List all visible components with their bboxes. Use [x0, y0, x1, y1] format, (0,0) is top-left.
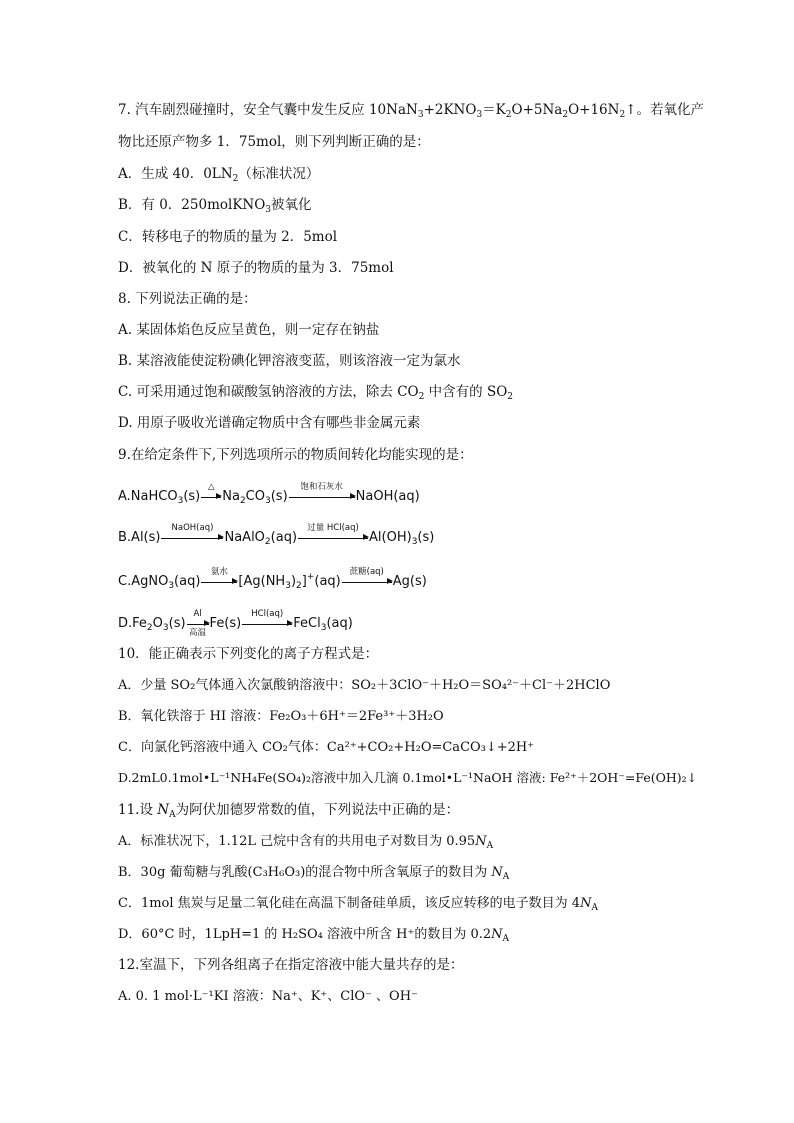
- q7-stem-text: +2KNO: [423, 102, 477, 118]
- q7-stem-text: O+16N: [568, 102, 620, 118]
- arrow-condition: 过量 HCl(aq): [307, 522, 359, 533]
- formula-text: (aq): [314, 574, 341, 589]
- q8-option-b: B. 某溶液能使淀粉碘化钾溶液变蓝，则该溶液一定为氯水: [118, 353, 461, 369]
- option-text: B．30g 葡萄糖与乳酸(C₃H₆O₃)的混合物中所含氧原子的数目为: [118, 865, 492, 880]
- option-text: C. 可采用通过饱和碳酸氢钠溶液的方法，除去 CO: [118, 384, 419, 400]
- q11-stem-text: 为阿伏加德罗常数的值，下列说法中正确的是：: [175, 802, 460, 818]
- formula-text: ): [290, 574, 297, 589]
- na-symbol: N: [491, 927, 503, 942]
- option-text: 被氧化: [271, 197, 312, 213]
- q12-option-a: A. 0. 1 mol·L⁻¹KI 溶液：Na⁺、K⁺、ClO⁻ 、OH⁻: [118, 989, 418, 1004]
- q7-stem-text: 7. 汽车剧烈碰撞时，安全气囊中发生反应 10NaN: [118, 102, 418, 118]
- formula-text: (aq): [174, 574, 201, 589]
- na-symbol: A: [169, 810, 176, 820]
- na-symbol: A: [591, 903, 598, 913]
- q7-option-a: A．生成 40．$0LN_2$（标准状况）: [118, 166, 320, 184]
- arrow-condition: Al: [193, 608, 202, 619]
- reaction-arrow: [201, 481, 221, 498]
- arrow-condition: 蔗糖(aq): [349, 566, 384, 577]
- na-symbol: N: [580, 896, 592, 911]
- q9-stem: 9.在给定条件下,下列选项所示的物质间转化均能实现的是：: [118, 447, 473, 463]
- reaction-arrow: [289, 481, 355, 498]
- formula-text: NaOH(aq): [355, 489, 420, 504]
- q8-option-a: A. 某固体焰色反应呈黄色，则一定存在钠盐: [118, 322, 380, 338]
- formula-text: Na: [222, 489, 240, 504]
- formula-text: (aq): [270, 530, 298, 545]
- reaction-arrow: [161, 522, 223, 539]
- na-symbol: N: [491, 865, 503, 880]
- q9-option-d: $D.Fe_2O_3(s)$ Al 高温 Fe(s) HCl(aq) FeCl$_3$(aq): [118, 608, 353, 638]
- q9-option-b: B.Al(s) NaOH(aq) NaAlO$_2$(aq) 过量 HCl(aq) $Al(OH)_3(s)$: [118, 522, 435, 547]
- arrow-condition: NaOH(aq): [171, 522, 214, 533]
- formula-text: (aq): [326, 616, 353, 631]
- q10-option-c: C．向氯化钙溶液中通入 CO₂气体：Ca²⁺+CO₂+H₂O=CaCO₃↓+2H⁺: [118, 740, 535, 755]
- option-text: C．1mol 焦炭与足量二氧化硅在高温下制备硅单质，该反应转移的电子数目为 4: [118, 896, 581, 911]
- q7-stem-line1: 7. 汽车剧烈碰撞时，安全气囊中发生反应 $10NaN_3+2KNO_3=K_2O+5Na_2O+16N_2↑$。若氧化产: [118, 102, 704, 120]
- formula-text: B.Al(s): [118, 530, 161, 545]
- q9-option-a: A.NaHCO$_3$(s) △ $Na_2CO_3(s)$ 饱和石灰水 NaOH(aq): [118, 481, 420, 506]
- formula-text: D.Fe: [118, 616, 147, 631]
- reaction-arrow: [298, 522, 368, 539]
- na-symbol: A: [502, 934, 510, 944]
- formula-text: (s): [183, 489, 201, 504]
- formula-text: (s): [168, 616, 186, 631]
- formula-text: Al(OH): [369, 530, 412, 545]
- na-symbol: A: [502, 872, 510, 882]
- q11-stem: [118, 804, 459, 820]
- formula-text: FeCl: [293, 616, 321, 631]
- q12-stem: 12.室温下，下列各组离子在指定溶液中能大量共存的是：: [118, 957, 464, 973]
- formula-text: NaAlO: [224, 530, 265, 545]
- option-text: （标准状况）: [238, 166, 320, 182]
- q7-stem-text: ＝K: [482, 102, 506, 118]
- option-text: D．60°C 时，1LpH=1 的 H₂SO₄ 溶液中所含 H⁺的数目为 0.2: [118, 927, 492, 942]
- reaction-arrow: [242, 608, 292, 625]
- formula-text: O: [152, 616, 163, 631]
- option-text: A．生成 40．0LN: [118, 166, 233, 182]
- q9-option-c: C.AgNO$_3$(aq) 氨水 $[Ag(NH_3)_2]^+(aq)$ 蔗糖(aq) Ag(s): [118, 566, 427, 591]
- q11-stem-text: 11.设: [118, 802, 158, 818]
- formula-text: [Ag(NH: [238, 574, 286, 589]
- formula-text: +: [306, 572, 315, 582]
- q11-option-d: [118, 928, 509, 944]
- q8-stem: 8. 下列说法正确的是：: [118, 291, 257, 307]
- q7-option-b: B．有 0．250molKNO$_3$被氧化: [118, 197, 312, 215]
- formula-text: CO: [245, 489, 265, 504]
- reaction-arrow: [342, 566, 392, 583]
- formula-text: Ag(s): [392, 574, 427, 589]
- q7-stem-text: O+5Na: [511, 102, 563, 118]
- formula-text: ]: [301, 574, 307, 589]
- q7-option-d: D．被氧化的 N 原子的物质的量为 3．75mol: [118, 260, 394, 276]
- arrow-condition: 饱和石灰水: [300, 481, 343, 492]
- reaction-arrow: [187, 608, 209, 638]
- q8-option-d: D. 用原子吸收光谱确定物质中含有哪些非金属元素: [118, 415, 421, 431]
- option-text: 中含有的 SO: [424, 384, 508, 400]
- option-text: B．有 0．250molKNO: [118, 197, 266, 213]
- q10-stem: 10．能正确表示下列变化的离子方程式是：: [118, 646, 379, 662]
- q10-option-b: B．氧化铁溶于 HI 溶液：Fe₂O₃＋6H⁺＝2Fe³⁺＋3H₂O: [118, 709, 444, 724]
- q8-option-c: C. 可采用通过饱和碳酸氢钠溶液的方法，除去 $CO_2$ 中含有的 $SO_2$: [118, 384, 513, 402]
- arrow-condition: △: [207, 481, 215, 492]
- formula-text: (s): [417, 530, 435, 545]
- na-symbol: A: [486, 841, 494, 851]
- formula-text: (s): [270, 489, 288, 504]
- reaction-arrow: [201, 566, 237, 583]
- formula-text: A.NaHCO: [118, 489, 178, 504]
- q7-stem-text: ↑。若氧化产: [625, 102, 704, 118]
- q11-option-a: [118, 835, 493, 851]
- na-symbol: N: [475, 834, 487, 849]
- na-symbol: N: [157, 802, 170, 818]
- formula-text: Fe(s): [209, 616, 242, 631]
- q10-option-a: A．少量 SO₂气体通入次氯酸钠溶液中：SO₂＋3ClO⁻＋H₂O＝SO₄²⁻＋Cl⁻＋2HClO: [118, 678, 611, 693]
- option-text: A．标准状况下，1.12L 己烷中含有的共用电子对数目为 0.95: [118, 834, 476, 849]
- q11-option-b: [118, 866, 509, 882]
- q10-option-d: D.2mL0.1mol•L⁻¹NH₄Fe(SO₄)₂溶液中加入几滴 0.1mol•L⁻¹NaOH 溶液: Fe²⁺＋2OH⁻=Fe(OH)₂↓: [118, 770, 698, 785]
- formula-text: C.AgNO: [118, 574, 169, 589]
- arrow-condition: HCl(aq): [251, 608, 284, 619]
- arrow-condition: 高温: [189, 628, 207, 638]
- q7-option-c: C．转移电子的物质的量为 2．5mol: [118, 229, 338, 245]
- arrow-condition: 氨水: [210, 566, 228, 577]
- q7-stem-line2: 物比还原产物多 1．75mol，则下列判断正确的是：: [118, 134, 430, 150]
- q11-option-c: [118, 897, 598, 913]
